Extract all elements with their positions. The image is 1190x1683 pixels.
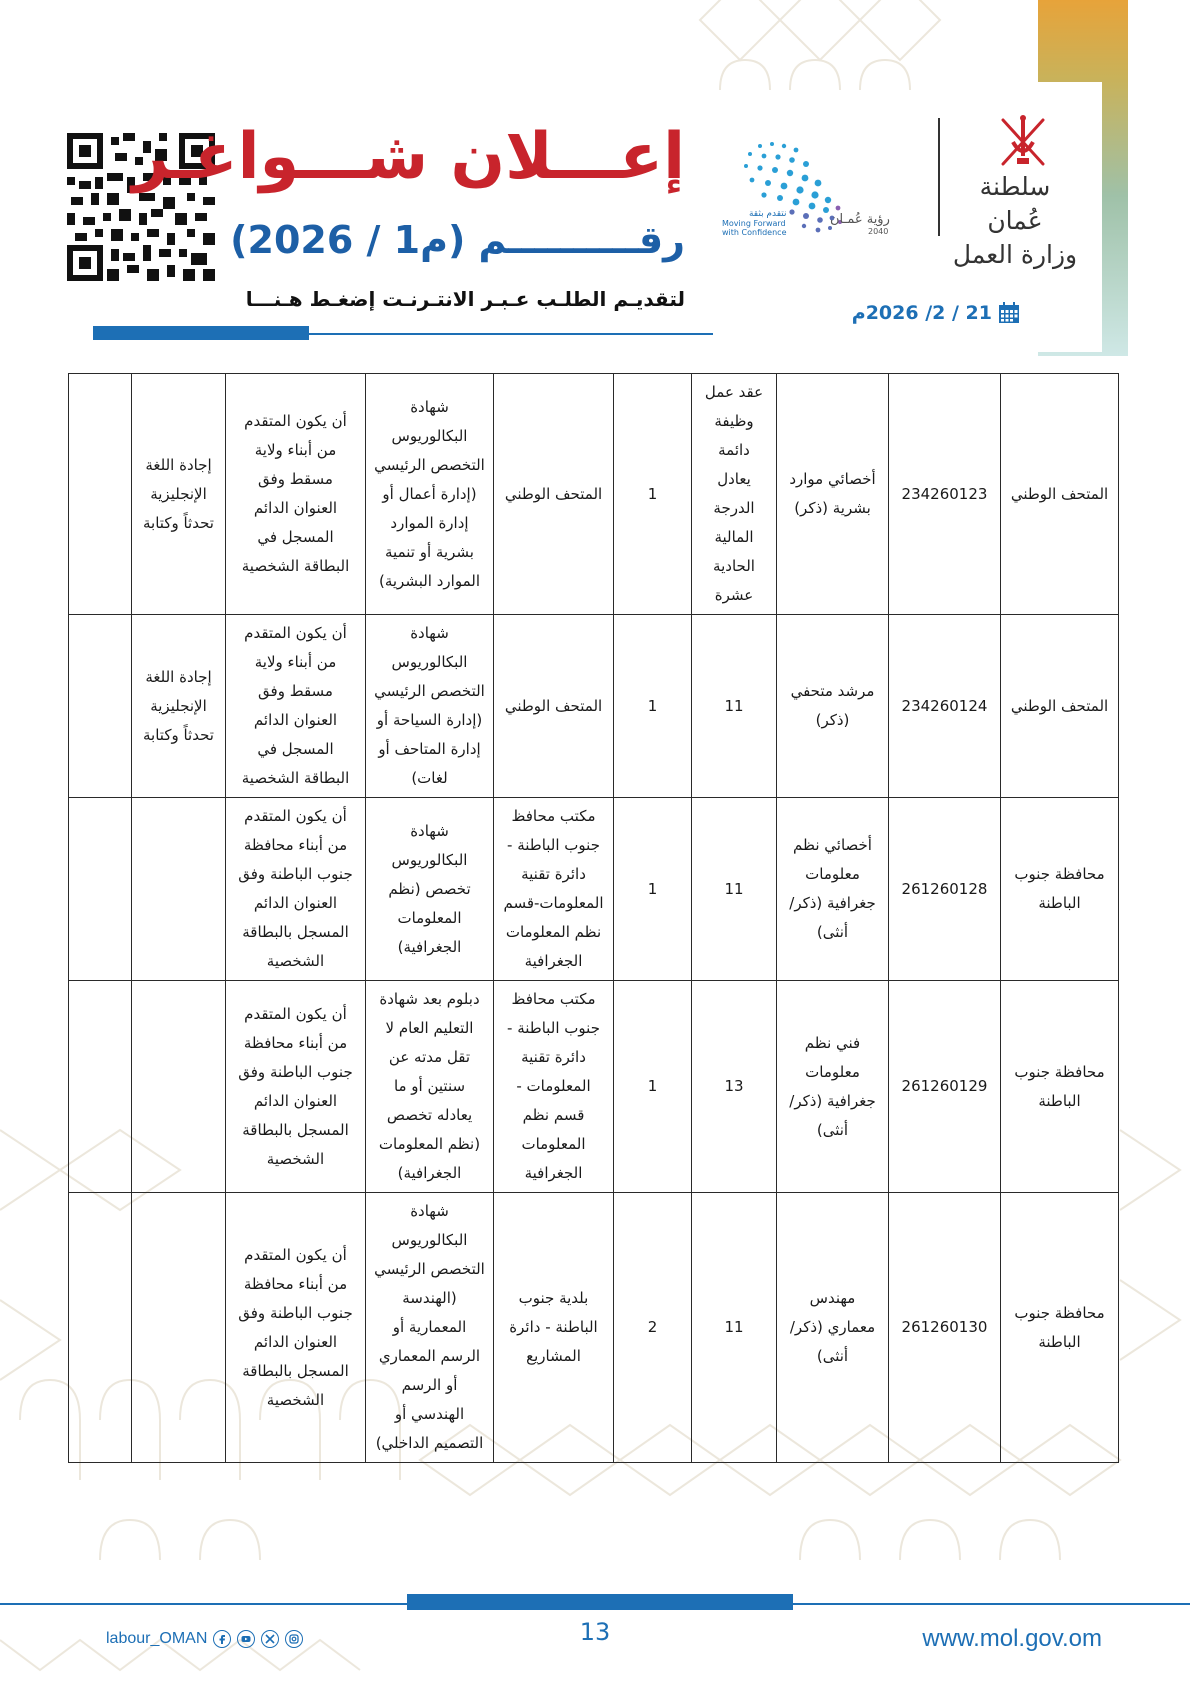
- cell-grade: 11: [692, 798, 777, 981]
- cell-title: أخصائي نظم معلومات جغرافية (ذكر/ أنثى): [777, 798, 889, 981]
- cell-entity: محافظة جنوب الباطنة: [1001, 798, 1119, 981]
- cell-workplace: المتحف الوطني: [494, 374, 614, 615]
- cell-title: فني نظم معلومات جغرافية (ذكر/ أنثى): [777, 981, 889, 1193]
- cell-extra: [69, 374, 132, 615]
- cell-grade: 13: [692, 981, 777, 1193]
- date-text: 21 / 2/ 2026م: [851, 302, 992, 324]
- page-number: 13: [579, 1618, 611, 1646]
- cell-code: 234260123: [889, 374, 1001, 615]
- ministry-line-1: سلطنة عُمان: [979, 172, 1051, 235]
- cell-entity: المتحف الوطني: [1001, 374, 1119, 615]
- cell-code: 234260124: [889, 615, 1001, 798]
- apply-online-link[interactable]: لتقديـم الطلـب عـبـر الانتـرنـت إضغـط هـنـــا: [245, 287, 685, 311]
- cell-title: مهندس معماري (ذكر/ أنثى): [777, 1193, 889, 1463]
- cell-count: 1: [614, 615, 692, 798]
- cell-code: 261260129: [889, 981, 1001, 1193]
- cell-grade: 11: [692, 615, 777, 798]
- cell-entity: محافظة جنوب الباطنة: [1001, 981, 1119, 1193]
- table-row: [69, 615, 1119, 798]
- oman-emblem-icon: [993, 112, 1053, 174]
- cell-qualification: شهادة البكالوريوس التخصص الرئيسي (إدارة السياحة أو إدارة المتاحف أو لغات): [366, 615, 494, 798]
- cell-condition: أن يكون المتقدم من أبناء محافظة جنوب الباطنة وفق العنوان الدائم المسجل بالبطاقة الشخصية: [226, 1193, 366, 1463]
- cell-count: 1: [614, 798, 692, 981]
- cell-other: [132, 1193, 226, 1463]
- x-icon[interactable]: [261, 1630, 279, 1648]
- cell-grade: عقد عمل وظيفة دائمة يعادل الدرجة المالية الحادية عشرة: [692, 374, 777, 615]
- cell-condition: أن يكون المتقدم من أبناء ولاية مسقط وفق العنوان الدائم المسجل في البطاقة الشخصية: [226, 374, 366, 615]
- cell-workplace: المتحف الوطني: [494, 615, 614, 798]
- cell-workplace: مكتب محافظ جنوب الباطنة - دائرة تقنية المعلومات-قسم نظم المعلومات الجغرافية: [494, 798, 614, 981]
- social-handle[interactable]: labour_OMAN: [106, 1630, 208, 1647]
- cell-other: [132, 798, 226, 981]
- footer-accent-bar: [407, 1594, 793, 1610]
- cell-extra: [69, 798, 132, 981]
- tagline-english-2: with Confidence: [722, 228, 787, 237]
- cell-other: [132, 981, 226, 1193]
- title-underline-accent: [93, 326, 309, 340]
- vacancies-table: [68, 373, 1119, 1463]
- ministry-line-2: وزارة العمل: [952, 240, 1078, 269]
- vision-text: رؤية عُمـان: [830, 212, 890, 227]
- cell-qualification: شهادة البكالوريوس التخصص الرئيسي (إدارة أعمال أو إدارة الموارد بشرية أو تنمية الموارد البشرية): [366, 374, 494, 615]
- cell-qualification: دبلوم بعد شهادة التعليم العام لا تقل مدته عن سنتين أو ما يعادله تخصص (نظم المعلومات الجغرافية): [366, 981, 494, 1193]
- youtube-icon[interactable]: [237, 1630, 255, 1648]
- cell-condition: أن يكون المتقدم من أبناء ولاية مسقط وفق العنوان الدائم المسجل في البطاقة الشخصية: [226, 615, 366, 798]
- cell-qualification: شهادة البكالوريوس التخصص الرئيسي (الهندسة المعمارية أو الرسم المعماري أو الرسم الهندسي أو التصميم الداخلي): [366, 1193, 494, 1463]
- facebook-icon[interactable]: [213, 1630, 231, 1648]
- cell-workplace: بلدية جنوب الباطنة - دائرة المشاريع: [494, 1193, 614, 1463]
- cell-condition: أن يكون المتقدم من أبناء محافظة جنوب الباطنة وفق العنوان الدائم المسجل بالبطاقة الشخصية: [226, 981, 366, 1193]
- cell-code: 261260128: [889, 798, 1001, 981]
- cell-entity: محافظة جنوب الباطنة: [1001, 1193, 1119, 1463]
- social-links: [106, 1630, 303, 1648]
- ministry-name: [950, 170, 1080, 272]
- website-link[interactable]: www.mol.gov.om: [922, 1625, 1102, 1652]
- cell-title: مرشد متحفي (ذكر): [777, 615, 889, 798]
- instagram-icon[interactable]: [285, 1630, 303, 1648]
- tagline-english-1: Moving Forward: [722, 219, 786, 228]
- cell-extra: [69, 981, 132, 1193]
- cell-extra: [69, 1193, 132, 1463]
- cell-workplace: مكتب محافظ جنوب الباطنة - دائرة تقنية المعلومات - قسم نظم المعلومات الجغرافية: [494, 981, 614, 1193]
- table-row: [69, 1193, 1119, 1463]
- table-row: [69, 374, 1119, 615]
- cell-code: 261260130: [889, 1193, 1001, 1463]
- cell-count: 2: [614, 1193, 692, 1463]
- table-row: [69, 798, 1119, 981]
- logo-divider: [938, 118, 940, 236]
- cell-other: إجادة اللغة الإنجليزية تحدثاً وكتابة: [132, 615, 226, 798]
- cell-entity: المتحف الوطني: [1001, 615, 1119, 798]
- cell-condition: أن يكون المتقدم من أبناء محافظة جنوب الباطنة وفق العنوان الدائم المسجل بالبطاقة الشخصية: [226, 798, 366, 981]
- announcement-date: [852, 302, 1020, 324]
- cell-title: أخصائي موارد بشرية (ذكر): [777, 374, 889, 615]
- announcement-number: رقــــــــــم (م1 / 2026): [230, 218, 685, 262]
- table-row: [69, 981, 1119, 1193]
- page-title: إعـــلان شـــواغـر: [132, 120, 685, 194]
- calendar-icon: [998, 302, 1020, 324]
- cell-qualification: شهادة البكالوريوس تخصص (نظم المعلومات الجغرافية): [366, 798, 494, 981]
- cell-extra: [69, 615, 132, 798]
- vision-year: 2040: [868, 227, 889, 236]
- cell-count: 1: [614, 981, 692, 1193]
- cell-count: 1: [614, 374, 692, 615]
- tagline: [722, 210, 787, 237]
- cell-grade: 11: [692, 1193, 777, 1463]
- tagline-arabic: نتقدم بثقة: [748, 209, 787, 219]
- cell-other: إجادة اللغة الإنجليزية تحدثاً وكتابة: [132, 374, 226, 615]
